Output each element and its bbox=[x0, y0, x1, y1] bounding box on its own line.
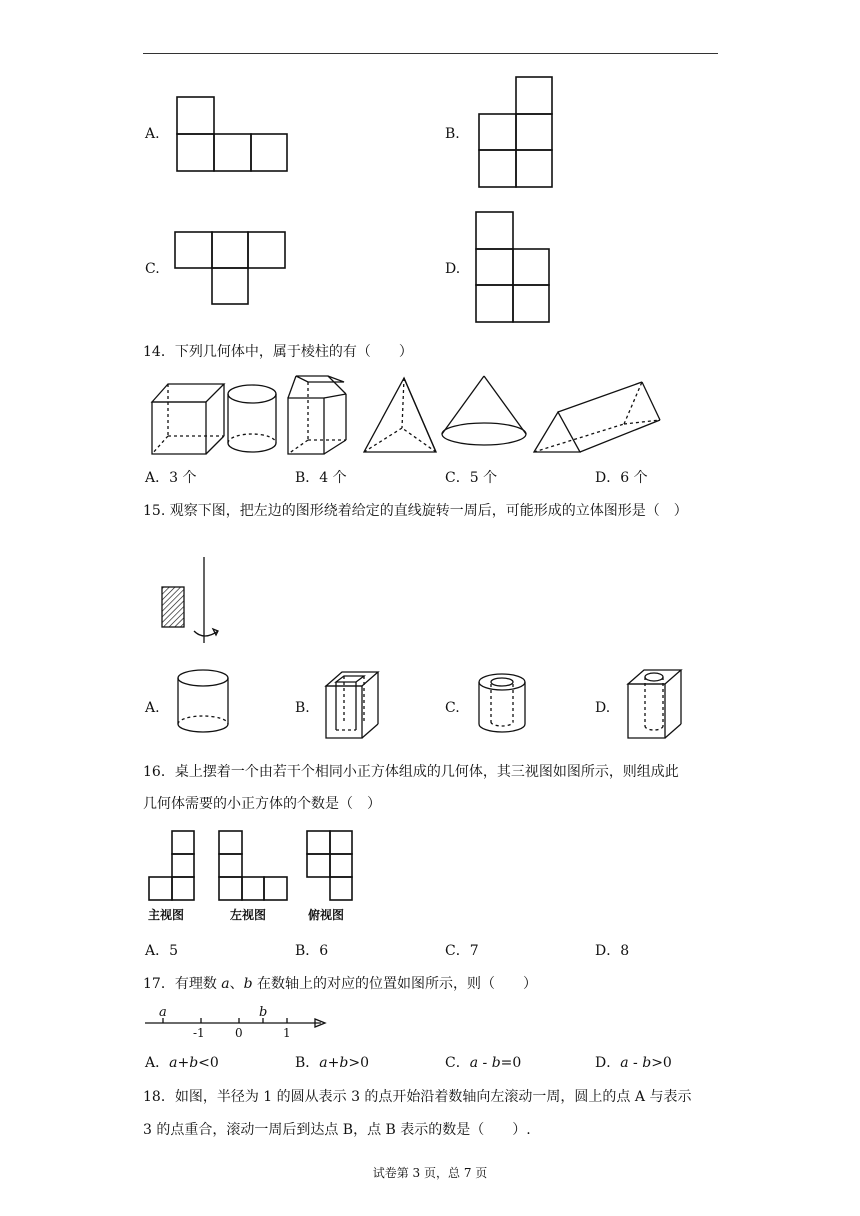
q17-option-c-prefix: C． bbox=[445, 1055, 470, 1071]
q16-front-view-label: 主视图 bbox=[148, 908, 185, 922]
page-footer: 试卷第 3 页，总 7 页 bbox=[372, 1166, 488, 1180]
q15-option-d-label[interactable]: D. bbox=[595, 700, 611, 716]
q15-rotation-figure bbox=[150, 555, 230, 645]
cylinder-figure bbox=[228, 385, 276, 452]
q14-solids bbox=[148, 372, 678, 458]
q13-option-b-net bbox=[478, 76, 554, 188]
q17-option-d-expr: a - b bbox=[620, 1055, 652, 1071]
q13-option-c-label[interactable]: C. bbox=[145, 261, 160, 277]
q15-stem: 15. 观察下图，把左边的图形绕着给定的直线旋转一周后，可能形成的立体图形是（ ） bbox=[143, 503, 688, 519]
q17-axis-one: 1 bbox=[283, 1026, 291, 1040]
q17-stem-post: 在数轴上的对应的位置如图所示，则（ ） bbox=[252, 976, 538, 992]
q15-option-d-figure bbox=[625, 666, 687, 742]
q18-stem-line1: 18．如图，半径为 1 的圆从表示 3 的点开始沿着数轴向左滚动一周，圆上的点 A 与表示 bbox=[143, 1089, 692, 1105]
q17-option-c[interactable] bbox=[445, 1054, 521, 1072]
q16-left-view-label: 左视图 bbox=[230, 908, 267, 922]
q17-option-b[interactable] bbox=[295, 1054, 369, 1072]
q17-var-a: a bbox=[221, 976, 230, 992]
q15-option-b-label[interactable]: B. bbox=[295, 700, 310, 716]
q17-option-b-prefix: B． bbox=[295, 1055, 320, 1071]
q13-option-d-label[interactable]: D. bbox=[445, 261, 461, 277]
triangular-prism-figure bbox=[534, 382, 660, 452]
q16-top-view-label: 俯视图 bbox=[308, 908, 345, 922]
q17-option-d-rel: >0 bbox=[651, 1055, 672, 1071]
q17-stem-pre: 17．有理数 bbox=[143, 976, 222, 992]
pyramid-figure bbox=[364, 378, 436, 452]
q15-option-c-label[interactable]: C. bbox=[445, 700, 460, 716]
q14-option-b[interactable]: B．4 个 bbox=[295, 470, 347, 486]
q17-option-d[interactable] bbox=[595, 1054, 672, 1072]
q17-stem bbox=[143, 975, 537, 993]
q17-option-a-expr: a+b bbox=[169, 1055, 199, 1071]
q14-option-d[interactable]: D．6 个 bbox=[595, 470, 648, 486]
q17-option-a-rel: <0 bbox=[198, 1055, 219, 1071]
q15-option-a-label[interactable]: A. bbox=[145, 700, 160, 716]
cube-figure bbox=[152, 384, 224, 454]
q16-stem-line2: 几何体需要的小正方体的个数是（ ） bbox=[143, 796, 381, 812]
q18-stem-line2: 3 的点重合，滚动一周后到达点 B，点 B 表示的数是（ ）. bbox=[143, 1122, 531, 1138]
q17-option-a-prefix: A． bbox=[145, 1055, 170, 1071]
q17-axis-b: b bbox=[259, 1005, 268, 1020]
header-rule bbox=[143, 53, 718, 54]
q17-number-line bbox=[143, 1000, 327, 1042]
cone-figure bbox=[442, 376, 526, 445]
q14-stem: 14．下列几何体中，属于棱柱的有（ ） bbox=[143, 344, 413, 360]
q15-option-a-figure bbox=[176, 668, 230, 734]
q17-option-c-rel: =0 bbox=[500, 1055, 522, 1071]
q17-sep: 、 bbox=[229, 976, 244, 992]
q16-stem-line1: 16．桌上摆着一个由若干个相同小正方体组成的几何体，其三视图如图所示，则组成此 bbox=[143, 764, 679, 780]
q16-option-b[interactable]: B．6 bbox=[295, 943, 329, 959]
q17-var-b: b bbox=[243, 976, 253, 992]
q13-option-c-net bbox=[174, 231, 286, 305]
q16-left-view bbox=[218, 830, 290, 902]
frustum-figure bbox=[288, 376, 346, 454]
q16-option-c[interactable]: C．7 bbox=[445, 943, 479, 959]
q17-option-b-rel: >0 bbox=[348, 1055, 369, 1071]
q15-option-c-figure bbox=[476, 670, 528, 736]
q13-option-d-net bbox=[475, 211, 551, 323]
q13-option-b-label[interactable]: B. bbox=[445, 126, 460, 142]
q17-option-a[interactable] bbox=[145, 1054, 219, 1072]
q13-option-a-label[interactable]: A. bbox=[145, 126, 160, 142]
q17-option-b-expr: a+b bbox=[319, 1055, 349, 1071]
q17-axis-a: a bbox=[159, 1005, 167, 1020]
q16-front-view bbox=[148, 830, 196, 902]
q16-option-d[interactable]: D．8 bbox=[595, 943, 630, 959]
q16-top-view bbox=[306, 830, 354, 902]
q17-axis-neg1: -1 bbox=[193, 1026, 205, 1040]
q16-option-a[interactable]: A．5 bbox=[145, 943, 179, 959]
q14-option-a[interactable]: A．3 个 bbox=[145, 470, 197, 486]
q17-axis-zero: 0 bbox=[235, 1026, 243, 1040]
q15-option-b-figure bbox=[322, 668, 384, 742]
q13-option-a-net bbox=[176, 96, 288, 172]
q17-option-d-prefix: D． bbox=[595, 1055, 621, 1071]
q17-option-c-expr: a - b bbox=[469, 1055, 501, 1071]
q14-option-c[interactable]: C．5 个 bbox=[445, 470, 498, 486]
